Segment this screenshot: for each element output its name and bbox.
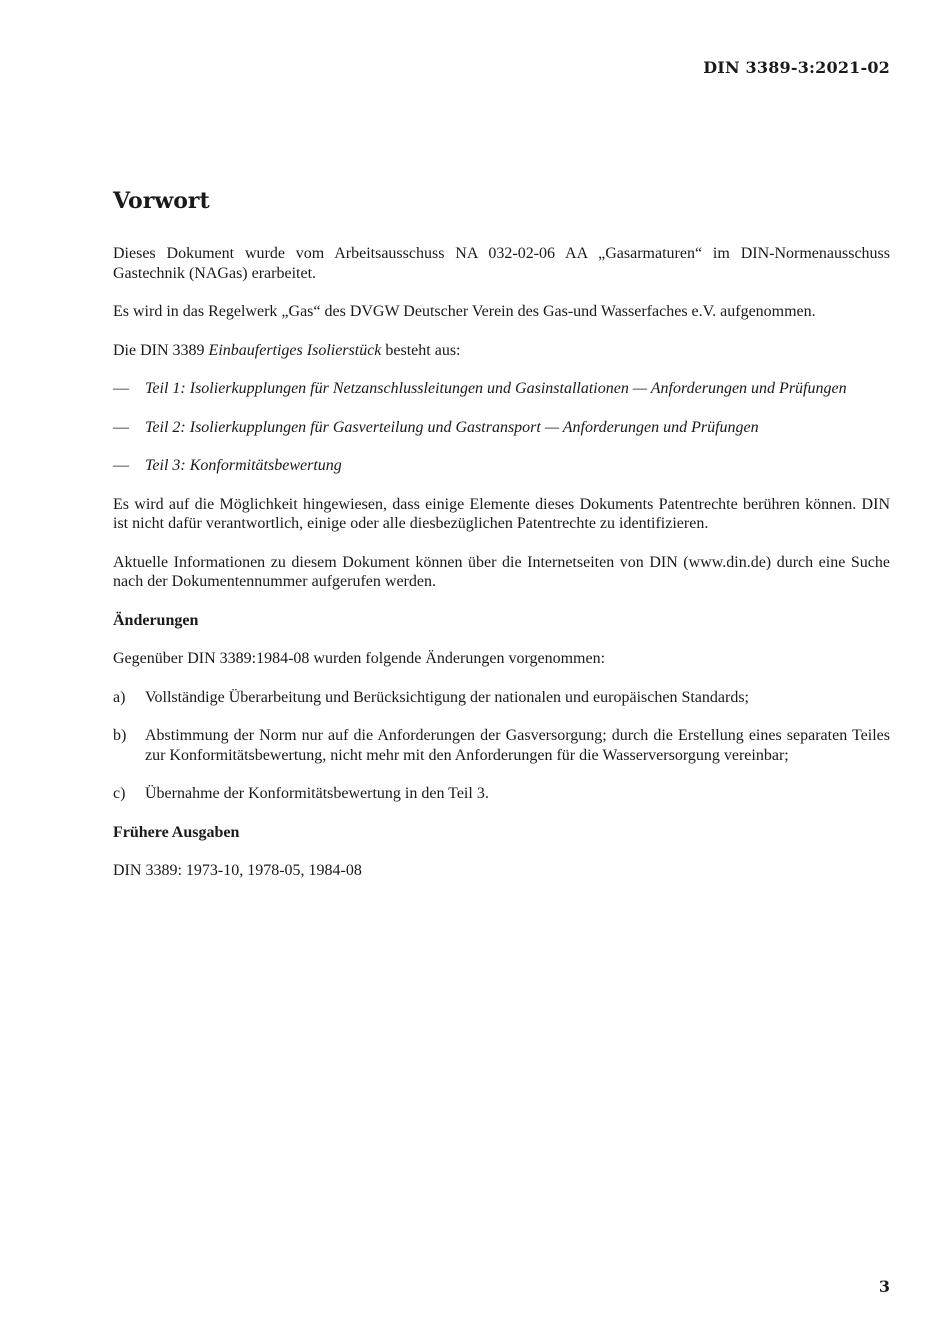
list-item [113,456,890,476]
previous-editions-heading: Frühere Ausgaben [113,823,240,841]
parts-intro-title: Einbaufertiges Isolierstück [208,341,382,359]
page-content [113,185,890,900]
dash-marker: — [113,380,129,397]
paragraph-committee: Dieses Dokument wurde vom Arbeitsausschuss NA 032-02-06 AA „Gasarmaturen“ im DIN-Normenausschuss Gastechnik (NAGas) erarbeitet. [113,245,890,282]
page-number: 3 [878,1277,890,1296]
parts-intro-post: besteht aus: [381,341,461,359]
list-item [113,379,890,399]
paragraph-parts-intro [113,341,890,361]
list-item [113,726,890,765]
changes-heading: Änderungen [113,611,199,629]
dash-marker: — [113,457,129,474]
part-2-text: Teil 2: Isolierkupplungen für Gasverteilung und Gastransport — Anforderungen und Prüfungen [145,418,759,436]
list-marker: b) [113,727,127,744]
paragraph-regelwerk: Es wird in das Regelwerk „Gas“ des DVGW Deutscher Verein des Gas-und Wasserfaches e.V. aufgenommen. [113,303,816,320]
previous-editions-text: DIN 3389: 1973-10, 1978-05, 1984-08 [113,862,362,879]
list-item [113,688,890,708]
page-title: Vorwort [113,188,210,214]
change-c-text: Übernahme der Konformitätsbewertung in den Teil 3. [145,785,489,802]
changes-intro: Gegenüber DIN 3389:1984-08 wurden folgende Änderungen vorgenommen: [113,650,606,667]
part-3-text: Teil 3: Konformitätsbewertung [145,457,342,474]
change-b-text: Abstimmung der Norm nur auf die Anforderungen der Gasversorgung; durch die Erstellung eines separaten Teiles zur Konformitätsbewertung, nicht mehr mit den Anforderungen für die Wasserversorgung vereinbar; [145,727,890,764]
dash-marker: — [113,418,129,436]
paragraph-info: Aktuelle Informationen zu diesem Dokument können über die Internetseiten von DIN (www.din.de) durch eine Suche nach der Dokumentennummer aufgerufen werden. [113,553,890,590]
paragraph-patents: Es wird auf die Möglichkeit hingewiesen, dass einige Elemente dieses Dokuments Patentrechte berühren können. DIN ist nicht dafür verantwortlich, einige oder alle diesbezüglichen Patentrechte zu identifizieren. [113,495,890,532]
parts-intro-pre: Die DIN 3389 [113,341,209,359]
list-marker: a) [113,688,126,706]
list-marker: c) [113,785,126,802]
list-item [113,418,890,438]
change-a-text: Vollständige Überarbeitung und Berücksichtigung der nationalen und europäischen Standards; [145,688,749,706]
list-item [113,784,890,804]
part-1-text: Teil 1: Isolierkupplungen für Netzanschlussleitungen und Gasinstallationen — Anforderungen und Prüfungen [145,380,847,397]
document-id: DIN 3389-3:2021-02 [703,58,890,77]
